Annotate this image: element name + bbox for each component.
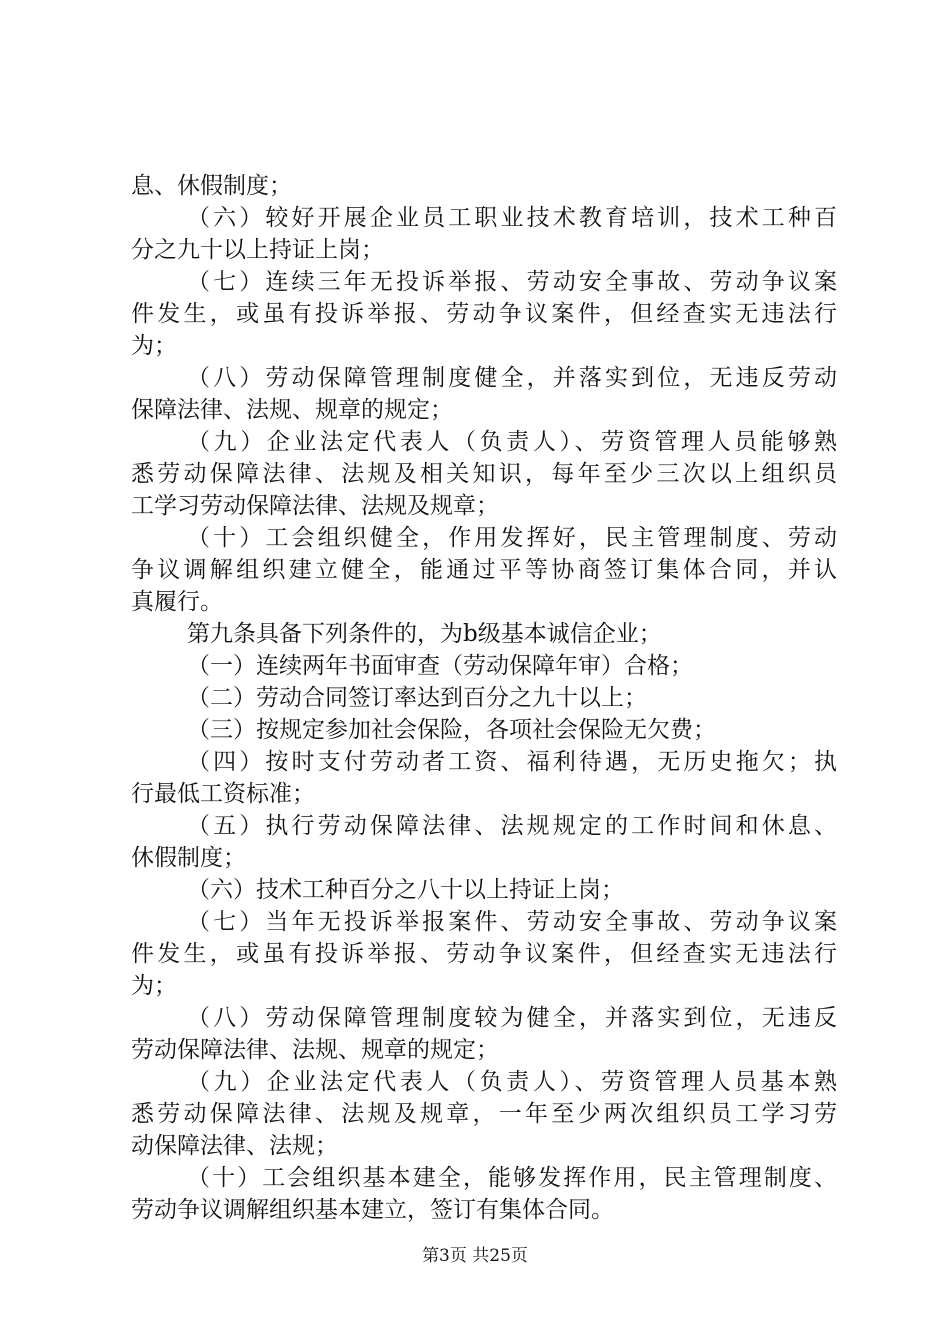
text-line: 为； [131, 333, 177, 359]
document-body [131, 170, 841, 1226]
text-line: （九）企业法定代表人（负责人）、劳资管理人员基本熟 [187, 1069, 837, 1095]
text-line: （三）按规定参加社会保险，各项社会保险无欠费； [187, 717, 716, 743]
text-line: （八）劳动保障管理制度健全，并落实到位，无违反劳动 [187, 365, 837, 391]
text-line: （十）工会组织基本建全，能够发挥作用，民主管理制度、 [187, 1165, 837, 1191]
text-line: 劳动保障法律、法规、规章的规定； [131, 1037, 499, 1063]
text-line: 件发生，或虽有投诉举报、劳动争议案件，但经查实无违法行 [131, 941, 837, 967]
text-line: 真履行。 [131, 589, 223, 615]
text-line: 休假制度； [131, 845, 246, 871]
text-line: （一）连续两年书面审查（劳动保障年审）合格； [187, 653, 693, 679]
text-line: （六）技术工种百分之八十以上持证上岗； [187, 877, 624, 903]
text-line: （十）工会组织健全，作用发挥好，民主管理制度、劳动 [187, 525, 837, 551]
page-number-footer: 第3页 共25页 [422, 1246, 528, 1266]
text-line: （八）劳动保障管理制度较为健全，并落实到位，无违反 [187, 1005, 837, 1031]
text-line: （七）当年无投诉举报案件、劳动安全事故、劳动争议案 [187, 909, 837, 935]
text-line: 争议调解组织建立健全，能通过平等协商签订集体合同，并认 [131, 557, 837, 583]
text-line: （七）连续三年无投诉举报、劳动安全事故、劳动争议案 [187, 269, 837, 295]
text-line: 第九条具备下列条件的，为b级基本诚信企业； [187, 621, 662, 647]
text-line: （九）企业法定代表人（负责人）、劳资管理人员能够熟 [187, 429, 837, 455]
text-line: 动保障法律、法规； [131, 1133, 338, 1159]
text-line: 保障法律、法规、规章的规定； [131, 397, 453, 423]
text-line: 为； [131, 973, 177, 999]
text-line: 行最低工资标准； [131, 781, 315, 807]
text-line: （四）按时支付劳动者工资、福利待遇，无历史拖欠；执 [187, 749, 837, 775]
text-line: （六）较好开展企业员工职业技术教育培训，技术工种百 [187, 205, 837, 231]
text-line: 息、休假制度； [131, 173, 292, 199]
text-line: 工学习劳动保障法律、法规及规章； [131, 493, 499, 519]
text-line: 分之九十以上持证上岗； [131, 237, 384, 263]
text-line: （二）劳动合同签订率达到百分之九十以上； [187, 685, 647, 711]
text-line: 悉劳动保障法律、法规及规章，一年至少两次组织员工学习劳 [131, 1101, 837, 1127]
text-line: 劳动争议调解组织基本建立，签订有集体合同。 [131, 1197, 614, 1223]
text-line: 悉劳动保障法律、法规及相关知识，每年至少三次以上组织员 [131, 461, 837, 487]
text-line: （五）执行劳动保障法律、法规规定的工作时间和休息、 [187, 813, 837, 839]
text-line: 件发生，或虽有投诉举报、劳动争议案件，但经查实无违法行 [131, 301, 837, 327]
